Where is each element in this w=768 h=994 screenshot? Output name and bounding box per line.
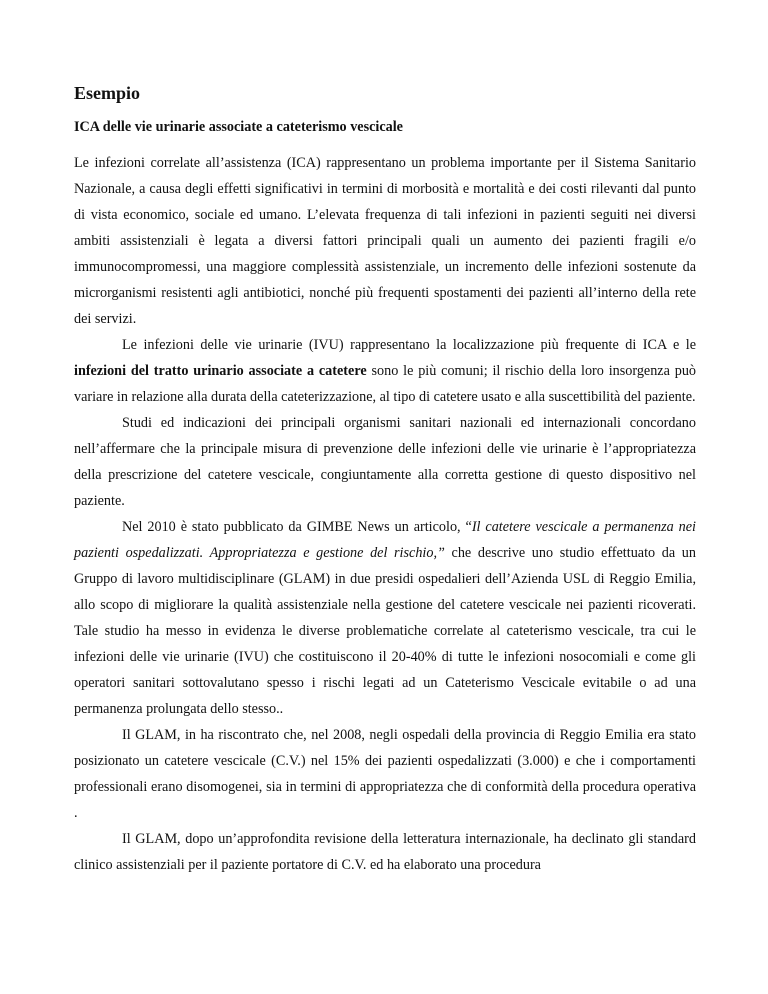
paragraph-2-end: sono le più comuni; il rischio della loro insorgenza può variare in relazione alla durata della cateterizzazione, al tipo di catetere usato e alla suscettibilità del paziente.: [74, 363, 697, 405]
paragraph-4-end: che descrive uno studio effettuato da un Gruppo di lavoro multidisciplinare (GLAM) in due presidi ospedalieri dell’Azienda USL di Reggio Emilia, allo scopo di migliorare la qualità assistenziale nella gestione del catetere vescicale nei pazienti ricoverati. Tale studio ha messo in evidenza le diverse problematiche correlate al cateterismo vescicale, tra cui le infezioni delle vie urinarie (IVU) che costituiscono il 20-40% di tutte le infezioni nosocomiali e come gli operatori sanitari sottovalutano spesso i rischi legati ad un Cateterismo Vescicale evitabile o ad una permanenza prolungata dello stesso..: [74, 545, 696, 717]
page-title: Esempio: [74, 83, 141, 103]
paragraph-4-start: Nel 2010 è stato pubblicato da GIMBE News un articolo, “: [122, 519, 472, 535]
paragraph-1: Le infezioni correlate all’assistenza (ICA) rappresentano un problema importante per il Sistema Sanitario Nazionale, a causa degli effetti significativi in termini di morbosità e mortalità e dei costi rilevanti dal punto di vista economico, sociale ed umano. L’elevata frequenza di tali infezioni in pazienti seguiti nei diversi ambiti assistenziali è legata a diversi fattori principali quali un aumento dei pazienti fragili e/o immunocompromessi, una maggiore complessità assistenziale, un incremento delle infezioni sostenute da microrganismi resistenti agli antibiotici, nonché più frequenti spostamenti dei pazienti all’interno della rete dei servizi.: [74, 155, 696, 327]
paragraph-5: Il GLAM, in ha riscontrato che, nel 2008, negli ospedali della provincia di Reggio Emilia era stato posizionato un catetere vescicale (C.V.) nel 15% dei pazienti ospedalizzati (3.000) e che i comportamenti professionali erano disomogenei, sia in termini di appropriatezza che di conformità della procedura operativa .: [74, 727, 696, 821]
paragraph-2: [74, 332, 696, 410]
paragraph-4: [74, 514, 696, 722]
paragraph-3: Studi ed indicazioni dei principali organismi sanitari nazionali ed internazionali concordano nell’affermare che la principale misura di prevenzione delle infezioni delle vie urinarie è l’appropriatezza della prescrizione del catetere vescicale, congiuntamente alla corretta gestione di questo dispositivo nel paziente.: [74, 415, 696, 509]
paragraph-2-start: Le infezioni delle vie urinarie (IVU) rappresentano la localizzazione più frequente di ICA e le: [122, 337, 696, 353]
section-title: ICA delle vie urinarie associate a cateterismo vescicale: [74, 119, 403, 135]
document-body: [74, 150, 696, 878]
article-title: Il catetere vescicale a permanenza nei pazienti ospedalizzati. Appropriatezza e gestione del rischio,”: [74, 519, 696, 561]
paragraph-6: Il GLAM, dopo un’approfondita revisione della letteratura internazionale, ha declinato gli standard clinico assistenziali per il paziente portatore di C.V. ed ha elaborato una procedura: [74, 831, 696, 873]
paragraph-2-bold: infezioni del tratto urinario associate a catetere: [74, 363, 367, 379]
